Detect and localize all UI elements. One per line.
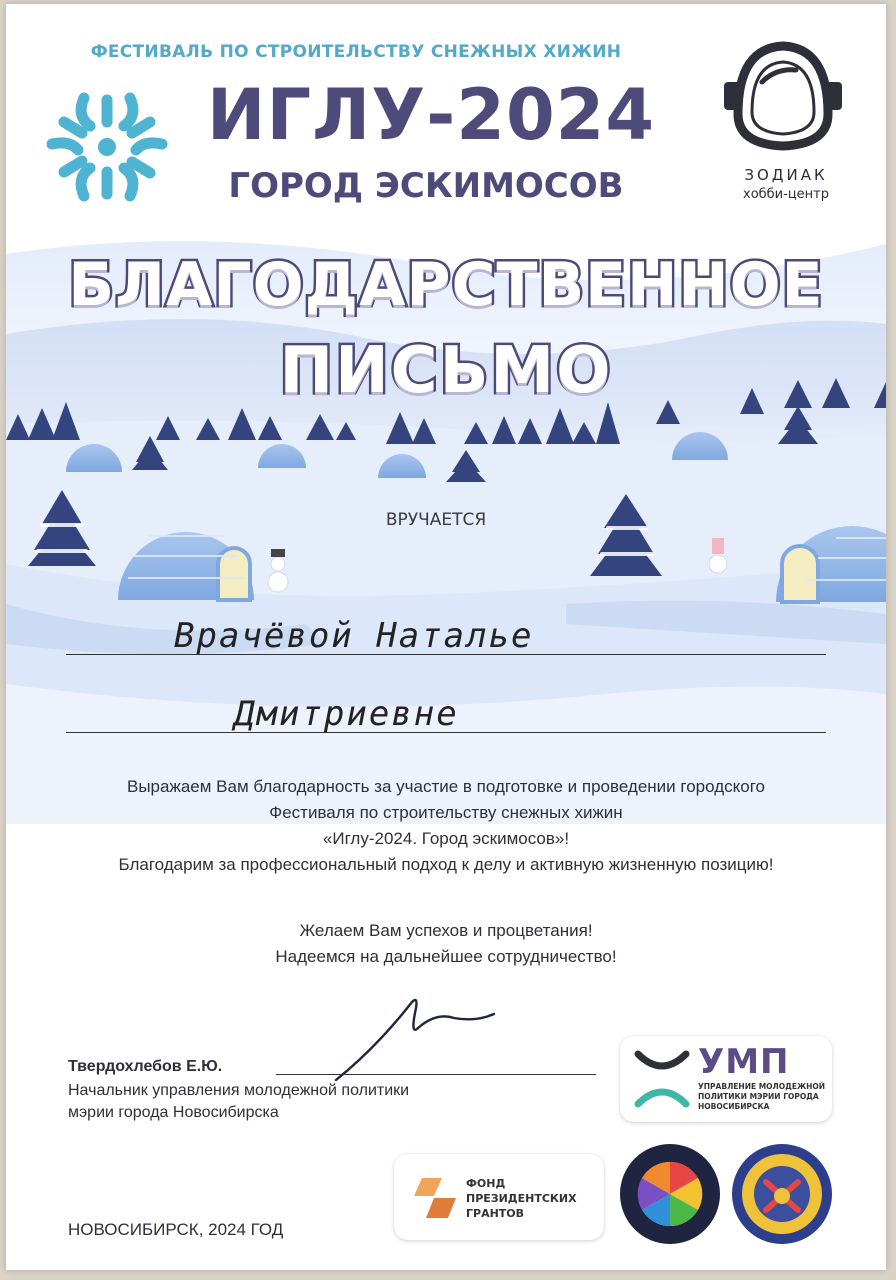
festival-title: ИГЛУ-2024 [206,74,656,156]
zodiak-logo-name: ЗОДИАК [744,166,828,184]
certificate-sheet [6,4,886,1270]
body-line: Фестиваля по строительству снежных хижин [269,803,623,822]
gratitude-paragraph [26,774,866,878]
snowflake-logo-icon [42,82,172,212]
safety-school-seal-icon [730,1142,834,1246]
body-line: Желаем Вам успехов и процветания! [299,921,593,940]
awarded-label: ВРУЧАЕТСЯ [385,510,487,530]
body-line: Надеемся на дальнейшее сотрудничество! [275,947,617,966]
grants-fund-name: ФОНД ПРЕЗИДЕНТСКИХ ГРАНТОВ [466,1177,577,1220]
signer-role-line1: Начальник управления молодежной политики [68,1082,410,1099]
handwritten-signature [326,988,506,1088]
signature-line [276,1074,596,1075]
signer-name: Твердохлебов Е.Ю. [68,1058,223,1075]
body-line: Благодарим за профессиональный подход к делу и активную жизненную позицию! [118,855,774,874]
festival-subtitle: ГОРОД ЭСКИМОСОВ [228,166,624,206]
city-year: НОВОСИБИРСК, 2024 ГОД [68,1220,284,1239]
zodiak-logo-tagline: хобби-центр [743,187,829,202]
signer-role-line2: мэрии города Новосибирска [68,1104,279,1121]
ump-logo-badge [620,1036,832,1122]
zodiak-helmet-logo-icon [718,34,848,154]
letter-title-line2: ПИСЬМО [279,334,613,408]
grants-fund-mark-icon [412,1172,460,1224]
body-line: Выражаем Вам благодарность за участие в подготовке и проведении городского [127,777,765,796]
recipient-patronymic-handwritten: Дмитриевне [234,694,459,734]
festival-name-line: ФЕСТИВАЛЬ ПО СТРОИТЕЛЬСТВУ СНЕЖНЫХ ХИЖИН [90,42,622,62]
recipient-name-handwritten: Врачёвой Наталье [174,616,534,656]
ump-title: УМП [698,1042,790,1082]
body-line: «Иглу-2024. Город эскимосов»! [322,829,570,848]
ump-mark-icon [632,1048,692,1110]
presidential-grants-fund-badge [394,1154,604,1240]
spektr-club-seal-icon [618,1142,722,1246]
letter-title-line1: БЛАГОДАРСТВЕННОЕ [68,250,824,320]
wishes-paragraph [26,918,866,970]
ump-subtitle: УПРАВЛЕНИЕ МОЛОДЕЖНОЙ ПОЛИТИКИ МЭРИИ ГОРОДА НОВОСИБИРСКА [698,1082,826,1111]
